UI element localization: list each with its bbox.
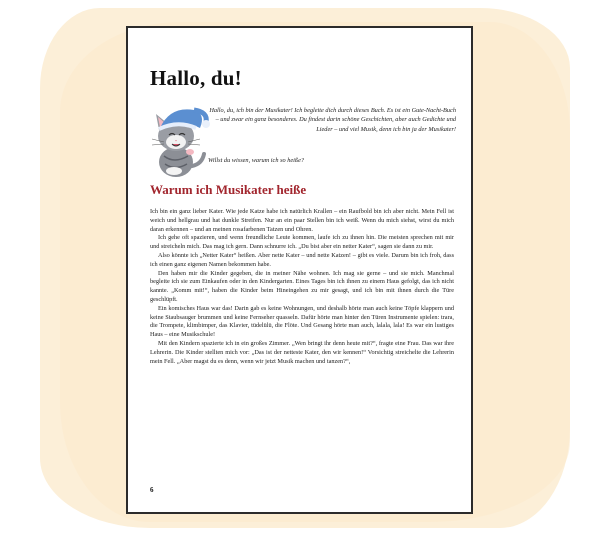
page-heading: Hallo, du! — [150, 66, 242, 90]
body-text — [150, 208, 454, 366]
paragraph: Ich gehe oft spazieren, und wenn freundliche Leute kommen, laufe ich zu ihnen hin. Die meisten sprechen mit mir und streicheln mich. Das mag ich gern. Dann schnurre ich. „Du bist aber ein netter Kater“, sagen sie dann zu mir. — [150, 234, 454, 251]
page-number: 6 — [150, 486, 154, 494]
paragraph: Ein komisches Haus war das! Darin gab es keine Wohnungen, und deshalb hörte man auch keine Töpfe klappern und keine Staubsauger brummen und keine Fernseher quasseln. Dafür hörte man hinter den Türen Instrumente spielen: trara, die Trompete, klimbimper, das Klavier, tüdelülü, die Flöte. Und Gesang hörte man auch, lalala, lala! Es war ein lustiges Haus – eine Musikschule! — [150, 304, 454, 339]
intro-text: Hallo, du, ich bin der Musikater! Ich begleite dich durch dieses Buch. Es ist ein Gute-Nacht-Buch – und zwar ein ganz besonderes. Du findest darin schöne Geschichten, aber auch Gedichte und Lieder – und viel Musik, denn ich bin ja der Musikater! — [209, 107, 456, 133]
paragraph: Ich bin ein ganz lieber Kater. Wie jede Katze habe ich natürlich Krallen – ein Raufbold bin ich aber nicht. Mein Fell ist weich und hellgrau und hat dunkle Streifen. Nur an ein paar Stellen bin ich weiß. Wenn du mich siehst, wirst du mich daran erkennen – und an meinen rosafarbenen Tatzen und Ohren. — [150, 208, 454, 233]
cat-illustration — [134, 92, 214, 178]
book-page — [126, 26, 473, 514]
paragraph: Also könnte ich „Netter Kater“ heißen. Aber nette Kater – und nette Katzen! – gibt es viele. Darum bin ich froh, dass ich einen ganz eigenen Namen bekommen habe. — [150, 251, 454, 268]
intro-question: Willst du wissen, warum ich so heiße? — [208, 157, 305, 164]
section-heading: Warum ich Musikater heiße — [150, 182, 307, 197]
paragraph: Den haben mir die Kinder gegeben, die in meiner Nähe wohnen. Ich mag sie gerne – und sie mich. Manchmal begleite ich sie zum Einkaufen oder in den Kindergarten. Eines Tages bin ich ihnen zu einem Haus gefolgt, das ich nicht kannte. „Komm mit!“, haben die Kinder beim Hineingehen zu mir gesagt, und ich bin mit ihnen durch die Türe geschlüpft. — [150, 269, 454, 303]
paragraph: Mit den Kindern spazierte ich in ein großes Zimmer. „Wen bringt ihr denn heute mit?“, fragte eine Frau. Das war ihre Lehrerin. Die Kinder stellten mich vor: „Das ist der netteste Kater, den wir kennen!“ Vorsichtig streichelte die Lehrerin mein Fell. „Aber magst du es denn, wenn wir jetzt Musik machen und tanzen?“, — [150, 339, 454, 365]
